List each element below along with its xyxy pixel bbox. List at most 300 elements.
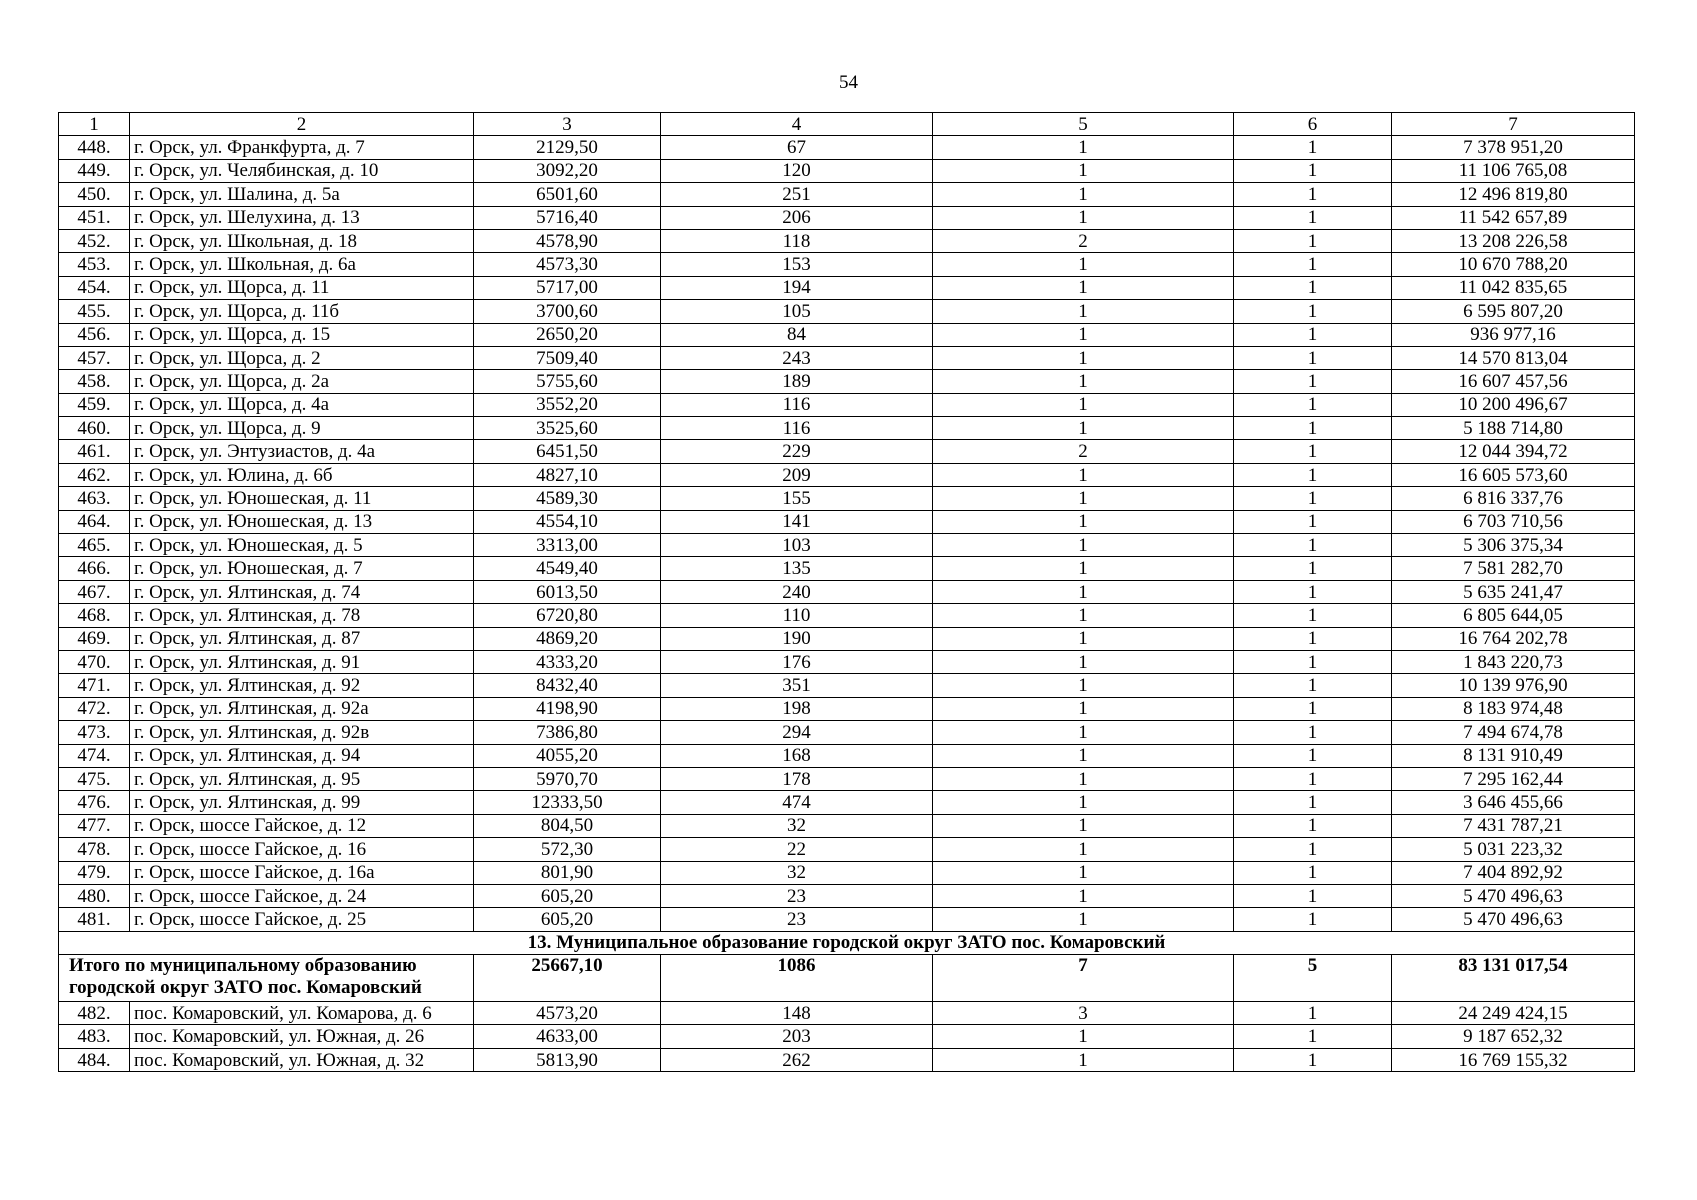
cell-address: г. Орск, ул. Ялтинская, д. 78 — [130, 604, 474, 627]
cell-col5: 1 — [933, 159, 1234, 182]
cell-address: г. Орск, ул. Ялтинская, д. 92а — [130, 697, 474, 720]
cell-address: г. Орск, ул. Франкфурта, д. 7 — [130, 136, 474, 159]
cell-row-number: 478. — [59, 838, 130, 861]
cell-cost: 6 805 644,05 — [1392, 604, 1635, 627]
cell-col6: 1 — [1234, 1002, 1392, 1025]
cell-residents: 110 — [661, 604, 933, 627]
cell-row-number: 467. — [59, 580, 130, 603]
cell-residents: 294 — [661, 721, 933, 744]
cell-col6: 1 — [1234, 884, 1392, 907]
cell-address: г. Орск, ул. Щорса, д. 4а — [130, 393, 474, 416]
cell-area: 12333,50 — [474, 791, 661, 814]
cell-cost: 24 249 424,15 — [1392, 1002, 1635, 1025]
cell-row-number: 483. — [59, 1025, 130, 1048]
cell-residents: 105 — [661, 300, 933, 323]
header-cell: 3 — [474, 113, 661, 136]
cell-residents: 32 — [661, 814, 933, 837]
cell-cost: 3 646 455,66 — [1392, 791, 1635, 814]
cell-area: 4333,20 — [474, 650, 661, 673]
cell-cost: 12 496 819,80 — [1392, 183, 1635, 206]
cell-col5: 1 — [933, 838, 1234, 861]
cell-residents: 194 — [661, 276, 933, 299]
cell-residents: 141 — [661, 510, 933, 533]
table-row — [59, 159, 1635, 182]
cell-address: г. Орск, ул. Ялтинская, д. 92 — [130, 674, 474, 697]
cell-cost: 11 542 657,89 — [1392, 206, 1635, 229]
cell-cost: 16 607 457,56 — [1392, 370, 1635, 393]
cell-residents: 135 — [661, 557, 933, 580]
cell-area: 5970,70 — [474, 767, 661, 790]
cell-row-number: 472. — [59, 697, 130, 720]
cell-address: г. Орск, ул. Юношеская, д. 5 — [130, 534, 474, 557]
table-body-upper — [59, 113, 1635, 932]
cell-col5: 1 — [933, 697, 1234, 720]
cell-area: 572,30 — [474, 838, 661, 861]
cell-row-number: 482. — [59, 1002, 130, 1025]
cell-row-number: 459. — [59, 393, 130, 416]
cell-col5: 1 — [933, 791, 1234, 814]
table-row — [59, 229, 1635, 252]
cell-col5: 1 — [933, 557, 1234, 580]
page-number: 54 — [839, 72, 858, 93]
cell-address: г. Орск, ул. Щорса, д. 15 — [130, 323, 474, 346]
cell-residents: 153 — [661, 253, 933, 276]
cell-col6: 1 — [1234, 393, 1392, 416]
cell-row-number: 465. — [59, 534, 130, 557]
cell-col5: 1 — [933, 463, 1234, 486]
cell-col6: 1 — [1234, 767, 1392, 790]
cell-address: г. Орск, ул. Юношеская, д. 7 — [130, 557, 474, 580]
cell-cost: 16 605 573,60 — [1392, 463, 1635, 486]
cell-row-number: 463. — [59, 487, 130, 510]
cell-row-number: 460. — [59, 417, 130, 440]
cell-cost: 11 106 765,08 — [1392, 159, 1635, 182]
cell-address: г. Орск, ул. Школьная, д. 6а — [130, 253, 474, 276]
cell-address: г. Орск, ул. Ялтинская, д. 95 — [130, 767, 474, 790]
cell-area: 2650,20 — [474, 323, 661, 346]
cell-col6: 1 — [1234, 183, 1392, 206]
cell-col5: 1 — [933, 861, 1234, 884]
cell-cost: 6 816 337,76 — [1392, 487, 1635, 510]
cell-residents: 474 — [661, 791, 933, 814]
cell-col5: 1 — [933, 300, 1234, 323]
cell-col6: 1 — [1234, 534, 1392, 557]
cell-col6: 1 — [1234, 346, 1392, 369]
cell-col6: 1 — [1234, 1048, 1392, 1071]
cell-cost: 10 139 976,90 — [1392, 674, 1635, 697]
cell-area: 4589,30 — [474, 487, 661, 510]
cell-col5: 1 — [933, 534, 1234, 557]
cell-col5: 1 — [933, 580, 1234, 603]
cell-area: 6501,60 — [474, 183, 661, 206]
cell-col6: 1 — [1234, 744, 1392, 767]
table-row — [59, 908, 1635, 931]
cell-col5: 1 — [933, 650, 1234, 673]
cell-residents: 118 — [661, 229, 933, 252]
table-row — [59, 697, 1635, 720]
cell-address: г. Орск, шоссе Гайское, д. 25 — [130, 908, 474, 931]
cell-cost: 5 188 714,80 — [1392, 417, 1635, 440]
header-cell: 6 — [1234, 113, 1392, 136]
cell-row-number: 454. — [59, 276, 130, 299]
cell-area: 5813,90 — [474, 1048, 661, 1071]
cell-col5: 1 — [933, 604, 1234, 627]
cell-cost: 7 431 787,21 — [1392, 814, 1635, 837]
cell-cost: 5 470 496,63 — [1392, 884, 1635, 907]
cell-area: 4554,10 — [474, 510, 661, 533]
cell-col6: 1 — [1234, 604, 1392, 627]
cell-col6: 1 — [1234, 1025, 1392, 1048]
table-row — [59, 1048, 1635, 1071]
cell-address: г. Орск, ул. Ялтинская, д. 99 — [130, 791, 474, 814]
cell-col6: 1 — [1234, 908, 1392, 931]
cell-row-number: 448. — [59, 136, 130, 159]
cell-cost: 6 595 807,20 — [1392, 300, 1635, 323]
table-row — [59, 393, 1635, 416]
cell-residents: 243 — [661, 346, 933, 369]
cell-area: 3552,20 — [474, 393, 661, 416]
cell-cost: 5 031 223,32 — [1392, 838, 1635, 861]
cell-cost: 8 131 910,49 — [1392, 744, 1635, 767]
header-cell: 1 — [59, 113, 130, 136]
cell-residents: 23 — [661, 884, 933, 907]
cell-address: г. Орск, ул. Ялтинская, д. 92в — [130, 721, 474, 744]
cell-residents: 189 — [661, 370, 933, 393]
cell-col6: 1 — [1234, 674, 1392, 697]
cell-row-number: 450. — [59, 183, 130, 206]
table-row — [59, 510, 1635, 533]
cell-residents: 22 — [661, 838, 933, 861]
header-cell: 4 — [661, 113, 933, 136]
cell-col6: 1 — [1234, 791, 1392, 814]
section-title-row — [59, 931, 1635, 954]
cell-col6: 1 — [1234, 487, 1392, 510]
cell-address: г. Орск, ул. Ялтинская, д. 74 — [130, 580, 474, 603]
cell-address: г. Орск, ул. Щорса, д. 11 — [130, 276, 474, 299]
cell-cost: 7 494 674,78 — [1392, 721, 1635, 744]
cell-row-number: 449. — [59, 159, 130, 182]
cell-area: 4055,20 — [474, 744, 661, 767]
cell-area: 6451,50 — [474, 440, 661, 463]
cell-area: 8432,40 — [474, 674, 661, 697]
cell-col5: 1 — [933, 370, 1234, 393]
cell-address: г. Орск, шоссе Гайское, д. 24 — [130, 884, 474, 907]
cell-col5: 1 — [933, 767, 1234, 790]
cell-area: 6013,50 — [474, 580, 661, 603]
cell-col6: 1 — [1234, 323, 1392, 346]
table-row — [59, 440, 1635, 463]
cell-residents: 262 — [661, 1048, 933, 1071]
header-row — [59, 113, 1635, 136]
cell-cost: 5 306 375,34 — [1392, 534, 1635, 557]
cell-col5: 1 — [933, 417, 1234, 440]
cell-cost: 16 764 202,78 — [1392, 627, 1635, 650]
cell-area: 4549,40 — [474, 557, 661, 580]
table-row — [59, 1025, 1635, 1048]
cell-row-number: 477. — [59, 814, 130, 837]
section-title: 13. Муниципальное образование городской округ ЗАТО пос. Комаровский — [59, 931, 1635, 954]
table-body-lower — [59, 1002, 1635, 1072]
cell-row-number: 456. — [59, 323, 130, 346]
cell-residents: 155 — [661, 487, 933, 510]
cell-cost: 8 183 974,48 — [1392, 697, 1635, 720]
cell-residents: 23 — [661, 908, 933, 931]
cell-col5: 1 — [933, 393, 1234, 416]
cell-col5: 1 — [933, 884, 1234, 907]
cell-residents: 176 — [661, 650, 933, 673]
cell-col5: 2 — [933, 440, 1234, 463]
cell-cost: 5 635 241,47 — [1392, 580, 1635, 603]
section-block — [59, 931, 1635, 1001]
table-row — [59, 1002, 1635, 1025]
cell-cost: 16 769 155,32 — [1392, 1048, 1635, 1071]
cell-cost: 6 703 710,56 — [1392, 510, 1635, 533]
cell-area: 3700,60 — [474, 300, 661, 323]
table-row — [59, 604, 1635, 627]
cell-col5: 3 — [933, 1002, 1234, 1025]
cell-residents: 351 — [661, 674, 933, 697]
cell-area: 4573,30 — [474, 253, 661, 276]
cell-row-number: 480. — [59, 884, 130, 907]
cell-address: г. Орск, шоссе Гайское, д. 16 — [130, 838, 474, 861]
cell-col6: 1 — [1234, 159, 1392, 182]
cell-row-number: 461. — [59, 440, 130, 463]
cell-cost: 10 200 496,67 — [1392, 393, 1635, 416]
table-row — [59, 767, 1635, 790]
cell-row-number: 484. — [59, 1048, 130, 1071]
cell-row-number: 458. — [59, 370, 130, 393]
cell-row-number: 451. — [59, 206, 130, 229]
cell-cost: 7 581 282,70 — [1392, 557, 1635, 580]
cell-col6: 1 — [1234, 627, 1392, 650]
cell-row-number: 464. — [59, 510, 130, 533]
cell-residents: 240 — [661, 580, 933, 603]
cell-cost: 13 208 226,58 — [1392, 229, 1635, 252]
table-row — [59, 253, 1635, 276]
total-residents: 1086 — [661, 955, 933, 1002]
cell-col5: 1 — [933, 206, 1234, 229]
cell-residents: 116 — [661, 417, 933, 440]
cell-residents: 148 — [661, 1002, 933, 1025]
cell-col6: 1 — [1234, 697, 1392, 720]
cell-residents: 198 — [661, 697, 933, 720]
cell-col6: 1 — [1234, 557, 1392, 580]
cell-address: г. Орск, шоссе Гайское, д. 16а — [130, 861, 474, 884]
cell-area: 605,20 — [474, 908, 661, 931]
cell-address: пос. Комаровский, ул. Южная, д. 32 — [130, 1048, 474, 1071]
table-row — [59, 463, 1635, 486]
cell-area: 4578,90 — [474, 229, 661, 252]
cell-col6: 1 — [1234, 206, 1392, 229]
cell-area: 4869,20 — [474, 627, 661, 650]
cell-col6: 1 — [1234, 136, 1392, 159]
cell-col5: 1 — [933, 323, 1234, 346]
cell-col6: 1 — [1234, 276, 1392, 299]
table-row — [59, 276, 1635, 299]
cell-area: 5755,60 — [474, 370, 661, 393]
cell-row-number: 468. — [59, 604, 130, 627]
cell-col5: 1 — [933, 1048, 1234, 1071]
cell-address: г. Орск, ул. Энтузиастов, д. 4а — [130, 440, 474, 463]
cell-area: 7509,40 — [474, 346, 661, 369]
table-row — [59, 744, 1635, 767]
cell-residents: 67 — [661, 136, 933, 159]
cell-area: 3092,20 — [474, 159, 661, 182]
table-row — [59, 580, 1635, 603]
table-row — [59, 346, 1635, 369]
cell-col6: 1 — [1234, 440, 1392, 463]
cell-address: г. Орск, ул. Школьная, д. 18 — [130, 229, 474, 252]
cell-cost: 12 044 394,72 — [1392, 440, 1635, 463]
table-row — [59, 791, 1635, 814]
cell-col5: 1 — [933, 814, 1234, 837]
cell-row-number: 474. — [59, 744, 130, 767]
cell-residents: 206 — [661, 206, 933, 229]
cell-residents: 209 — [661, 463, 933, 486]
table-row — [59, 650, 1635, 673]
cell-residents: 103 — [661, 534, 933, 557]
cell-area: 801,90 — [474, 861, 661, 884]
total-label: Итого по муниципальному образованию городской округ ЗАТО пос. Комаровский — [59, 955, 474, 1002]
table-row — [59, 534, 1635, 557]
cell-cost: 9 187 652,32 — [1392, 1025, 1635, 1048]
cell-col5: 1 — [933, 674, 1234, 697]
cell-col6: 1 — [1234, 838, 1392, 861]
cell-residents: 178 — [661, 767, 933, 790]
cell-cost: 5 470 496,63 — [1392, 908, 1635, 931]
cell-col6: 1 — [1234, 253, 1392, 276]
cell-cost: 7 404 892,92 — [1392, 861, 1635, 884]
cell-address: г. Орск, шоссе Гайское, д. 12 — [130, 814, 474, 837]
cell-residents: 116 — [661, 393, 933, 416]
cell-residents: 229 — [661, 440, 933, 463]
cell-area: 4198,90 — [474, 697, 661, 720]
cell-address: г. Орск, ул. Щорса, д. 9 — [130, 417, 474, 440]
table-row — [59, 487, 1635, 510]
total-cost: 83 131 017,54 — [1392, 955, 1635, 1002]
cell-address: г. Орск, ул. Ялтинская, д. 94 — [130, 744, 474, 767]
table-row — [59, 206, 1635, 229]
cell-address: г. Орск, ул. Шелухина, д. 13 — [130, 206, 474, 229]
cell-col6: 1 — [1234, 814, 1392, 837]
cell-row-number: 455. — [59, 300, 130, 323]
cell-residents: 120 — [661, 159, 933, 182]
cell-residents: 251 — [661, 183, 933, 206]
table-row — [59, 861, 1635, 884]
cell-col6: 1 — [1234, 229, 1392, 252]
cell-cost: 14 570 813,04 — [1392, 346, 1635, 369]
cell-col5: 1 — [933, 346, 1234, 369]
cell-area: 3313,00 — [474, 534, 661, 557]
cell-cost: 936 977,16 — [1392, 323, 1635, 346]
cell-row-number: 470. — [59, 650, 130, 673]
cell-address: г. Орск, ул. Юношеская, д. 13 — [130, 510, 474, 533]
table-row — [59, 674, 1635, 697]
cell-address: г. Орск, ул. Юношеская, д. 11 — [130, 487, 474, 510]
cell-col5: 1 — [933, 908, 1234, 931]
cell-row-number: 471. — [59, 674, 130, 697]
total-area: 25667,10 — [474, 955, 661, 1002]
total-col5: 7 — [933, 955, 1234, 1002]
cell-address: г. Орск, ул. Челябинская, д. 10 — [130, 159, 474, 182]
cell-row-number: 475. — [59, 767, 130, 790]
table-row — [59, 417, 1635, 440]
table-row — [59, 721, 1635, 744]
cell-area: 4573,20 — [474, 1002, 661, 1025]
table-row — [59, 136, 1635, 159]
cell-area: 4827,10 — [474, 463, 661, 486]
cell-residents: 203 — [661, 1025, 933, 1048]
total-row — [59, 955, 1635, 1002]
cell-col6: 1 — [1234, 861, 1392, 884]
cell-col6: 1 — [1234, 417, 1392, 440]
table-row — [59, 183, 1635, 206]
cell-col5: 1 — [933, 627, 1234, 650]
table-row — [59, 838, 1635, 861]
table-row — [59, 814, 1635, 837]
cell-row-number: 466. — [59, 557, 130, 580]
table-row — [59, 370, 1635, 393]
cell-col5: 1 — [933, 276, 1234, 299]
cell-row-number: 462. — [59, 463, 130, 486]
cell-address: г. Орск, ул. Ялтинская, д. 87 — [130, 627, 474, 650]
cell-cost: 11 042 835,65 — [1392, 276, 1635, 299]
cell-area: 4633,00 — [474, 1025, 661, 1048]
cell-cost: 7 295 162,44 — [1392, 767, 1635, 790]
cell-row-number: 476. — [59, 791, 130, 814]
total-col6: 5 — [1234, 955, 1392, 1002]
cell-area: 6720,80 — [474, 604, 661, 627]
cell-cost: 1 843 220,73 — [1392, 650, 1635, 673]
cell-row-number: 457. — [59, 346, 130, 369]
cell-row-number: 481. — [59, 908, 130, 931]
cell-col6: 1 — [1234, 463, 1392, 486]
cell-col6: 1 — [1234, 721, 1392, 744]
cell-col5: 1 — [933, 1025, 1234, 1048]
cell-address: г. Орск, ул. Ялтинская, д. 91 — [130, 650, 474, 673]
header-cell: 5 — [933, 113, 1234, 136]
cell-address: г. Орск, ул. Щорса, д. 2 — [130, 346, 474, 369]
cell-col6: 1 — [1234, 650, 1392, 673]
cell-area: 3525,60 — [474, 417, 661, 440]
cell-col6: 1 — [1234, 580, 1392, 603]
cell-row-number: 469. — [59, 627, 130, 650]
table-row — [59, 557, 1635, 580]
cell-col5: 1 — [933, 721, 1234, 744]
cell-col5: 2 — [933, 229, 1234, 252]
cell-col6: 1 — [1234, 300, 1392, 323]
cell-address: пос. Комаровский, ул. Комарова, д. 6 — [130, 1002, 474, 1025]
cell-address: г. Орск, ул. Щорса, д. 11б — [130, 300, 474, 323]
cell-col5: 1 — [933, 183, 1234, 206]
cell-col5: 1 — [933, 136, 1234, 159]
header-cell: 7 — [1392, 113, 1635, 136]
cell-area: 5716,40 — [474, 206, 661, 229]
table-row — [59, 300, 1635, 323]
header-cell: 2 — [130, 113, 474, 136]
cell-address: г. Орск, ул. Юлина, д. 6б — [130, 463, 474, 486]
cell-col6: 1 — [1234, 510, 1392, 533]
cell-address: г. Орск, ул. Шалина, д. 5а — [130, 183, 474, 206]
table-row — [59, 323, 1635, 346]
cell-address: г. Орск, ул. Щорса, д. 2а — [130, 370, 474, 393]
cell-row-number: 453. — [59, 253, 130, 276]
cell-area: 2129,50 — [474, 136, 661, 159]
cell-area: 804,50 — [474, 814, 661, 837]
cell-residents: 84 — [661, 323, 933, 346]
cell-row-number: 452. — [59, 229, 130, 252]
cell-col5: 1 — [933, 253, 1234, 276]
